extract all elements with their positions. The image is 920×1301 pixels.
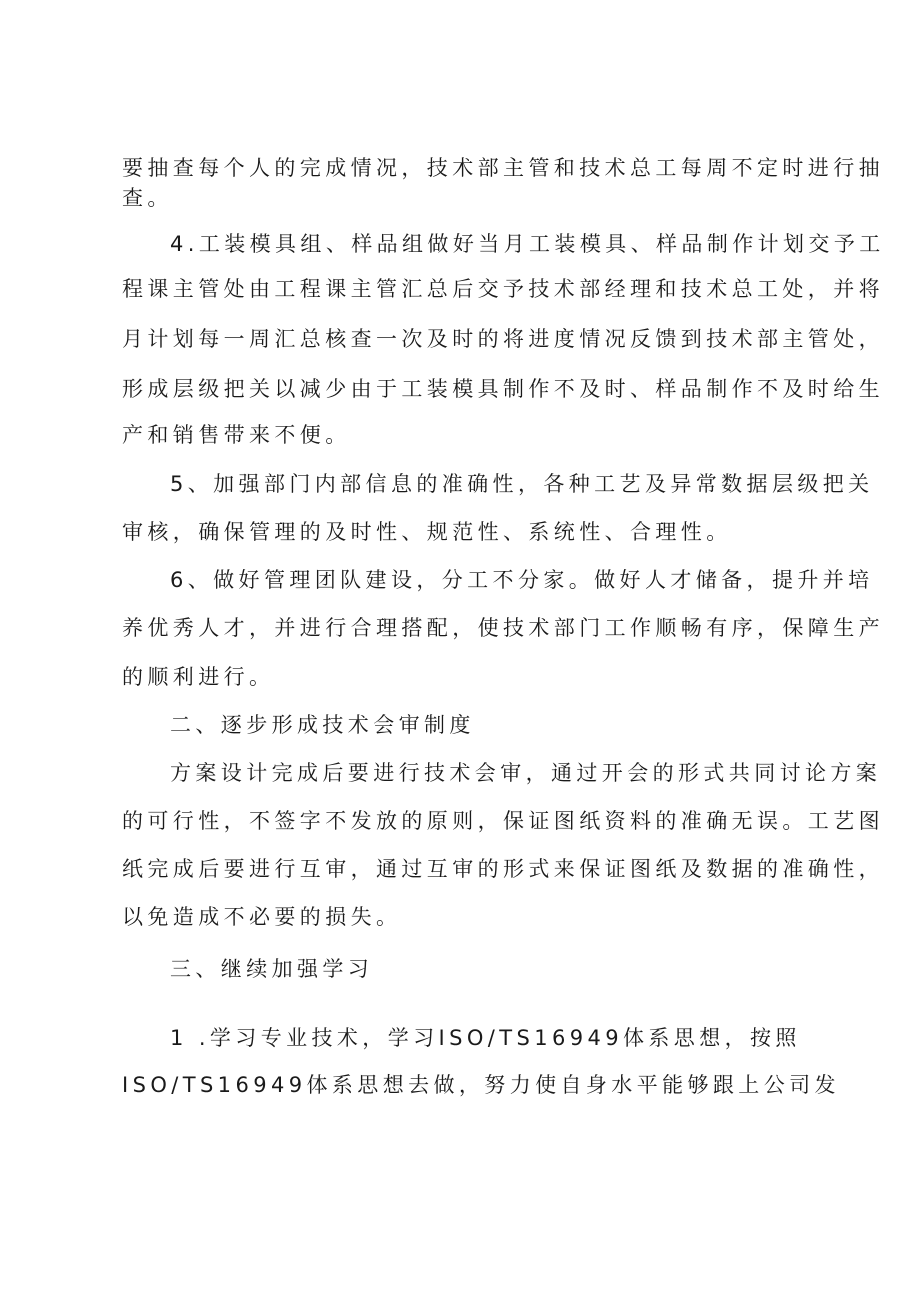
paragraph-line: 纸完成后要进行互审，通过互审的形式来保证图纸及数据的准确性，	[122, 857, 884, 881]
section-heading: 二、逐步形成技术会审制度	[170, 713, 475, 737]
paragraph-line: 的顺利进行。	[122, 665, 275, 689]
paragraph-line: 5、加强部门内部信息的准确性，各种工艺及异常数据层级把关	[170, 472, 874, 496]
paragraph-line: 产和销售带来不便。	[122, 423, 351, 447]
paragraph-line: 方案设计完成后要进行技术会审，通过开会的形式共同讨论方案	[170, 761, 882, 785]
paragraph-line: 审核，确保管理的及时性、规范性、系统性、合理性。	[122, 520, 732, 544]
paragraph-line: 月计划每一周汇总核查一次及时的将进度情况反馈到技术部主管处，	[122, 327, 884, 351]
paragraph-line: 1 .学习专业技术，学习ISO/TS16949体系思想，按照	[170, 1026, 801, 1050]
paragraph-line: 要抽查每个人的完成情况，技术部主管和技术总工每周不定时进行抽	[122, 156, 884, 180]
section-heading: 三、继续加强学习	[170, 957, 374, 981]
paragraph-line: 的可行性，不签字不发放的原则，保证图纸资料的准确无误。工艺图	[122, 809, 884, 833]
paragraph-line: 6、做好管理团队建设，分工不分家。做好人才储备，提升并培	[170, 568, 874, 592]
paragraph-line: ISO/TS16949体系思想去做，努力使自身水平能够跟上公司发	[122, 1073, 840, 1097]
paragraph-line: 程课主管处由工程课主管汇总后交予技术部经理和技术总工处，并将	[122, 277, 884, 301]
paragraph-line: 以免造成不必要的损失。	[122, 905, 402, 929]
paragraph-line: 4.工装模具组、样品组做好当月工装模具、样品制作计划交予工	[170, 232, 885, 256]
paragraph-line: 养优秀人才，并进行合理搭配，使技术部门工作顺畅有序，保障生产	[122, 616, 884, 640]
paragraph-line: 形成层级把关以减少由于工装模具制作不及时、样品制作不及时给生	[122, 377, 884, 401]
paragraph-line: 查。	[122, 186, 173, 210]
